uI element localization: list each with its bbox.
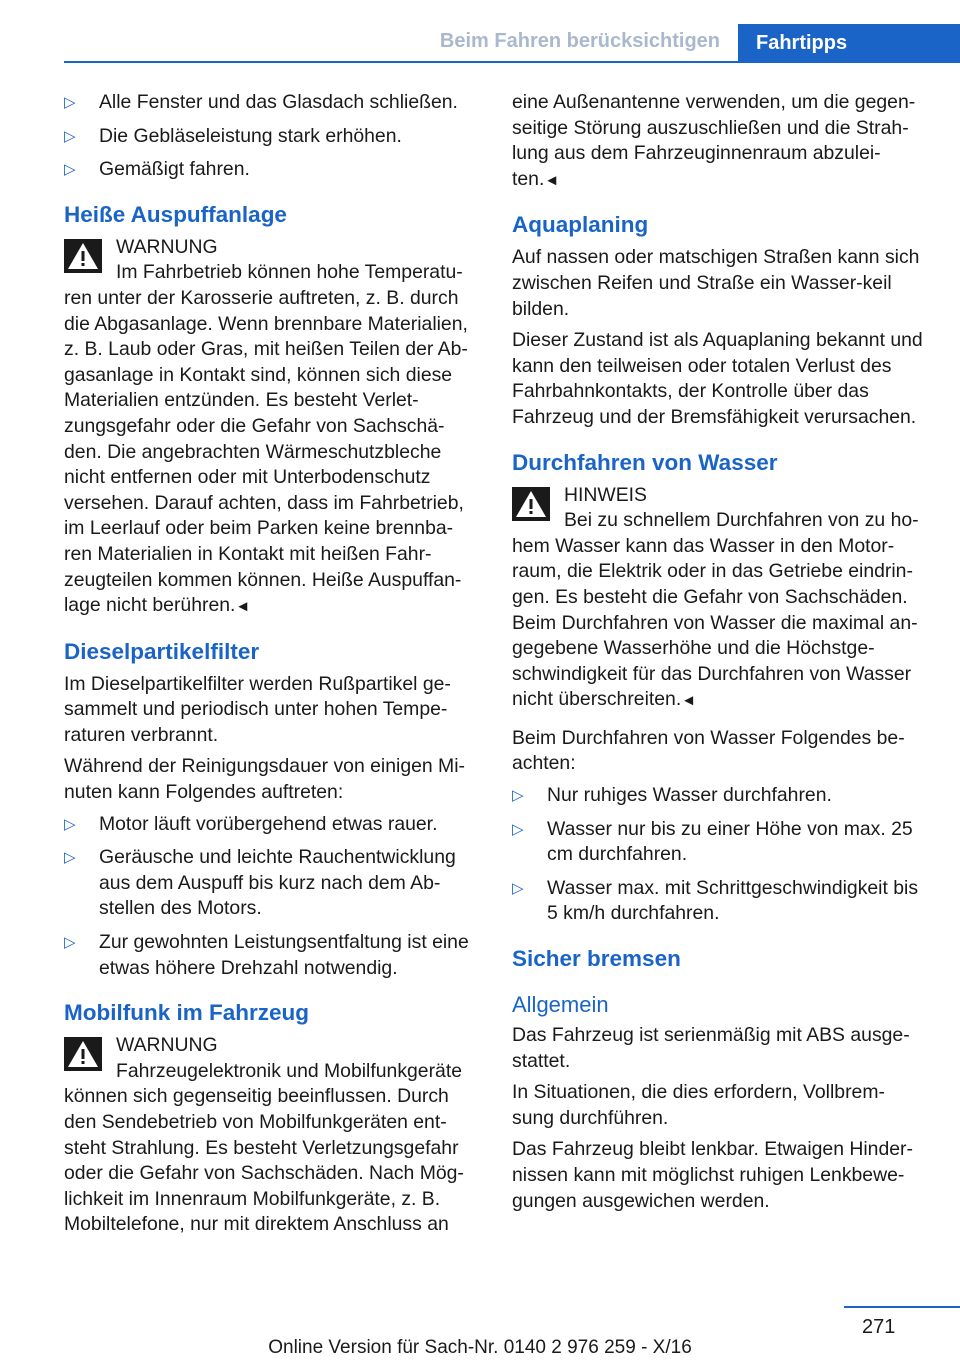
note-text: Bei zu schnellem Durchfahren von zu ho-hem Wasser kann das Wasser in den Motor-raum, die Elektrik oder in das Getriebe eindrin-gen. Es besteht die Gefahr von Sachschäden. Beim Durchfahren von Wasser die maximal an-gegebene Wasserhöhe und die Höchstge-schwindigkeit für das Durchfahren von Wasser nicht überschreiten. (512, 509, 919, 711)
section-title-brake: Sicher bremsen (512, 946, 681, 972)
paragraph: Das Fahrzeug bleibt lenkbar. Etwaigen Hinder-nissen kann mit möglichst ruhigen Lenkbewe-gungen ausgewichen werden. (512, 1138, 913, 1212)
paragraph: Während der Reinigungsdauer von einigen Mi-nuten kann Folgendes auftreten: (64, 755, 465, 804)
list-item: ▷ Nur ruhiges Wasser durchfahren. (512, 783, 924, 809)
warning-text: Im Fahrbetrieb können hohe Temperatu-ren unter der Karosserie auftreten, z. B. durch die Abgasanlage. Wenn brennbare Materialien, z. B. Laub oder Gras, mit heißen Teilen der Ab-gasanlage in Kontakt sind, können sich diese Materialien entzünden. Es besteht Verlet-zungsgefahr oder die Gefahr von Sachschä-den. Die angebrachten Wärmeschutzbleche nicht entfernen oder mit Unterbodenschutz versehen. Darauf achten, dass im Fahrbetrieb, im Leerlauf oder beim Parken keine brennba-ren Materialien in Kontakt mit heißen Fahr-zeugteilen kommen können. Heiße Auspuffan-lage nicht berühren. (64, 261, 468, 617)
bullet-triangle-icon: ▷ (64, 815, 76, 833)
warning-block-mobile (64, 1033, 476, 1238)
paragraph: Das Fahrzeug ist serienmäßig mit ABS ausge-stattet. (512, 1024, 910, 1072)
list-item: ▷ Gemäßigt fahren. (64, 157, 476, 183)
end-mark-icon: ◄ (544, 171, 560, 189)
paragraph: In Situationen, die dies erfordern, Vollbrem-sung durchführen. (512, 1081, 885, 1129)
header-chapter-tab: Fahrtipps (738, 24, 960, 63)
list-item: ▷ Geräusche und leichte Rauchentwicklung aus dem Auspuff bis kurz nach dem Ab-stellen des Motors. (64, 846, 456, 920)
warning-icon (64, 1037, 102, 1071)
page-number: 271 (862, 1316, 896, 1338)
list-item: ▷ Die Gebläseleistung stark erhöhen. (64, 124, 476, 150)
list-item: ▷ Zur gewohnten Leistungsentfaltung ist eine etwas höhere Drehzahl notwendig. (64, 931, 469, 979)
right-column (512, 90, 924, 1220)
bullet-triangle-icon: ▷ (64, 161, 76, 179)
diesel-list (64, 812, 476, 982)
warning-label: WARNUNG (116, 1034, 218, 1057)
bullet-triangle-icon: ▷ (64, 94, 76, 111)
bullet-triangle-icon: ▷ (512, 787, 524, 805)
bullet-triangle-icon: ▷ (64, 934, 76, 952)
paragraph: Beim Durchfahren von Wasser Folgendes be-achten: (512, 726, 905, 775)
ventilation-list (64, 90, 476, 183)
list-item: ▷ Wasser nur bis zu einer Höhe von max. 25 cm durchfahren. (512, 817, 913, 866)
warning-icon (64, 239, 102, 273)
section-title-diesel: Dieselpartikelfilter (64, 638, 260, 664)
section-title-exhaust: Heiße Auspuffanlage (64, 201, 287, 227)
footer-version: Online Version für Sach-Nr. 0140 2 976 259 - X/16 (268, 1337, 692, 1358)
header-rule (64, 61, 960, 63)
warning-text: Fahrzeugelektronik und Mobilfunkgeräte können sich gegenseitig beeinflussen. Durch den Sendebetrieb von Mobilfunkgeräten ent-steht Strahlung. Es besteht Verletzungsgefahr oder die Gefahr von Sachschäden. Nach Mög-lichkeit im Innenraum Mobilfunkgeräte, z. B. Mobiltelefone, nur mit direktem Anschluss an (64, 1059, 464, 1236)
bullet-triangle-icon: ▷ (512, 879, 524, 897)
section-title-aquaplaning: Aquaplaning (512, 212, 649, 238)
end-mark-icon: ◄ (235, 598, 251, 616)
section-title-water: Durchfahren von Wasser (512, 449, 778, 475)
bullet-triangle-icon: ▷ (64, 849, 76, 867)
water-list (512, 783, 924, 927)
page-number-rule (844, 1306, 960, 1308)
end-mark-icon: ◄ (681, 692, 697, 710)
bullet-triangle-icon: ▷ (512, 820, 524, 838)
list-item: ▷ Alle Fenster und das Glasdach schließen. (64, 90, 476, 116)
subsection-title-general: Allgemein (512, 992, 609, 1018)
note-label: HINWEIS (564, 483, 647, 506)
note-block-water (512, 483, 924, 714)
warning-icon (512, 487, 550, 521)
warning-label: WARNUNG (116, 235, 218, 258)
list-item: ▷ Motor läuft vorübergehend etwas rauer. (64, 812, 476, 838)
list-item: ▷ Wasser max. mit Schrittgeschwindigkeit bis 5 km/h durchfahren. (512, 876, 919, 925)
paragraph-continued: eine Außenantenne verwenden, um die gegen-seitige Störung auszuschließen und die Strah-lung aus dem Fahrzeuginnenraum abzulei-ten.◄ (512, 91, 916, 190)
bullet-triangle-icon: ▷ (64, 127, 76, 145)
paragraph: Im Dieselpartikelfilter werden Rußpartikel ge-sammelt und periodisch unter hohen Tempe-raturen verbrannt. (64, 672, 451, 746)
section-title-mobile: Mobilfunk im Fahrzeug (64, 1000, 309, 1026)
paragraph: Dieser Zustand ist als Aquaplaning bekannt und kann den teilweisen oder totalen Verlust des Fahrbahnkontakts, der Kontrolle über das Fahrzeug und der Bremsfähigkeit verursachen. (512, 329, 923, 428)
warning-block-exhaust (64, 235, 476, 620)
header-section-title: Beim Fahren berücksichtigen (439, 30, 720, 52)
left-column (64, 90, 476, 1250)
paragraph: Auf nassen oder matschigen Straßen kann sich zwischen Reifen und Straße ein Wasser-keil bilden. (512, 246, 920, 320)
